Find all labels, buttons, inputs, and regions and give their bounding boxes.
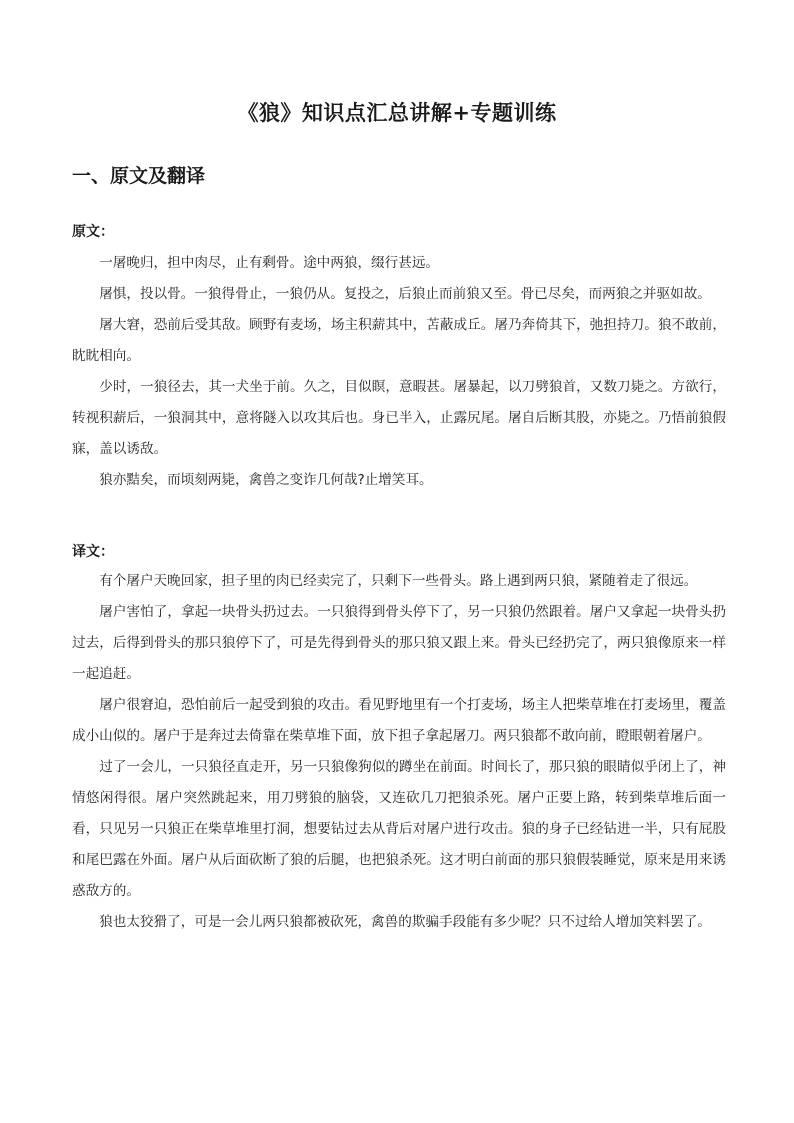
original-paragraph: 少时，一狼径去，其一犬坐于前。久之，目似瞑，意暇甚。屠暴起，以刀劈狼首，又数刀毙之。方欲行，转视积薪后，一狼洞其中，意将隧入以攻其后也。身已半入，止露尻尾。屠自后断其股，亦毙之。乃悟前狼假寐，盖以诱敌。: [72, 379, 726, 457]
original-paragraph: 狼亦黠矣，而顷刻两毙，禽兽之变诈几何哉?止增笑耳。: [99, 472, 433, 488]
translation-label: 译文：: [72, 544, 114, 560]
original-paragraph: 一屠晚归，担中肉尽，止有剩骨。途中两狼，缀行甚远。: [99, 255, 440, 271]
translation-text-block: [72, 566, 726, 938]
original-paragraph: 屠惧，投以骨。一狼得骨止，一狼仍从。复投之，后狼止而前狼又至。骨已尽矣，而两狼之并驱如故。: [99, 286, 711, 302]
translation-paragraph: 屠户害怕了，拿起一块骨头扔过去。一只狼得到骨头停下了，另一只狼仍然跟着。屠户又拿起一块骨头扔过去，后得到骨头的那只狼停下了，可是先得到骨头的那只狼又跟上来。骨头已经扔完了，两只狼像原来一样一起追赶。: [72, 604, 726, 682]
original-text-label: 原文：: [72, 224, 114, 240]
translation-paragraph: 屠户很窘迫，恐怕前后一起受到狼的攻击。看见野地里有一个打麦场，场主人把柴草堆在打麦场里，覆盖成小山似的。屠户于是奔过去倚靠在柴草堆下面，放下担子拿起屠刀。两只狼都不敢向前，瞪眼朝着屠户。: [72, 697, 726, 744]
section-heading: 一、原文及翻译: [72, 165, 206, 187]
original-paragraph: 屠大窘，恐前后受其敌。顾野有麦场，场主积薪其中，苫蔽成丘。屠乃奔倚其下，弛担持刀。狼不敢前，眈眈相向。: [72, 317, 726, 364]
translation-paragraph: 狼也太狡猾了，可是一会儿两只狼都被砍死，禽兽的欺骗手段能有多少呢？只不过给人增加笑料罢了。: [99, 914, 711, 930]
document-title: 《狼》知识点汇总讲解+专题训练: [237, 100, 557, 125]
original-text-block: [72, 248, 726, 496]
translation-paragraph: 过了一会儿，一只狼径直走开，另一只狼像狗似的蹲坐在前面。时间长了，那只狼的眼睛似乎闭上了，神情悠闲得很。屠户突然跳起来，用刀劈狼的脑袋，又连砍几刀把狼杀死。屠户正要上路，转到柴草堆后面一看，只见另一只狼正在柴草堆里打洞，想要钻过去从背后对屠户进行攻击。狼的身子已经钻进一半，只有屁股和尾巴露在外面。屠户从后面砍断了狼的后腿，也把狼杀死。这才明白前面的那只狼假装睡觉，原来是用来诱惑敌方的。: [72, 759, 726, 899]
translation-paragraph: 有个屠户天晚回家，担子里的肉已经卖完了，只剩下一些骨头。路上遇到两只狼，紧随着走了很远。: [99, 573, 698, 589]
